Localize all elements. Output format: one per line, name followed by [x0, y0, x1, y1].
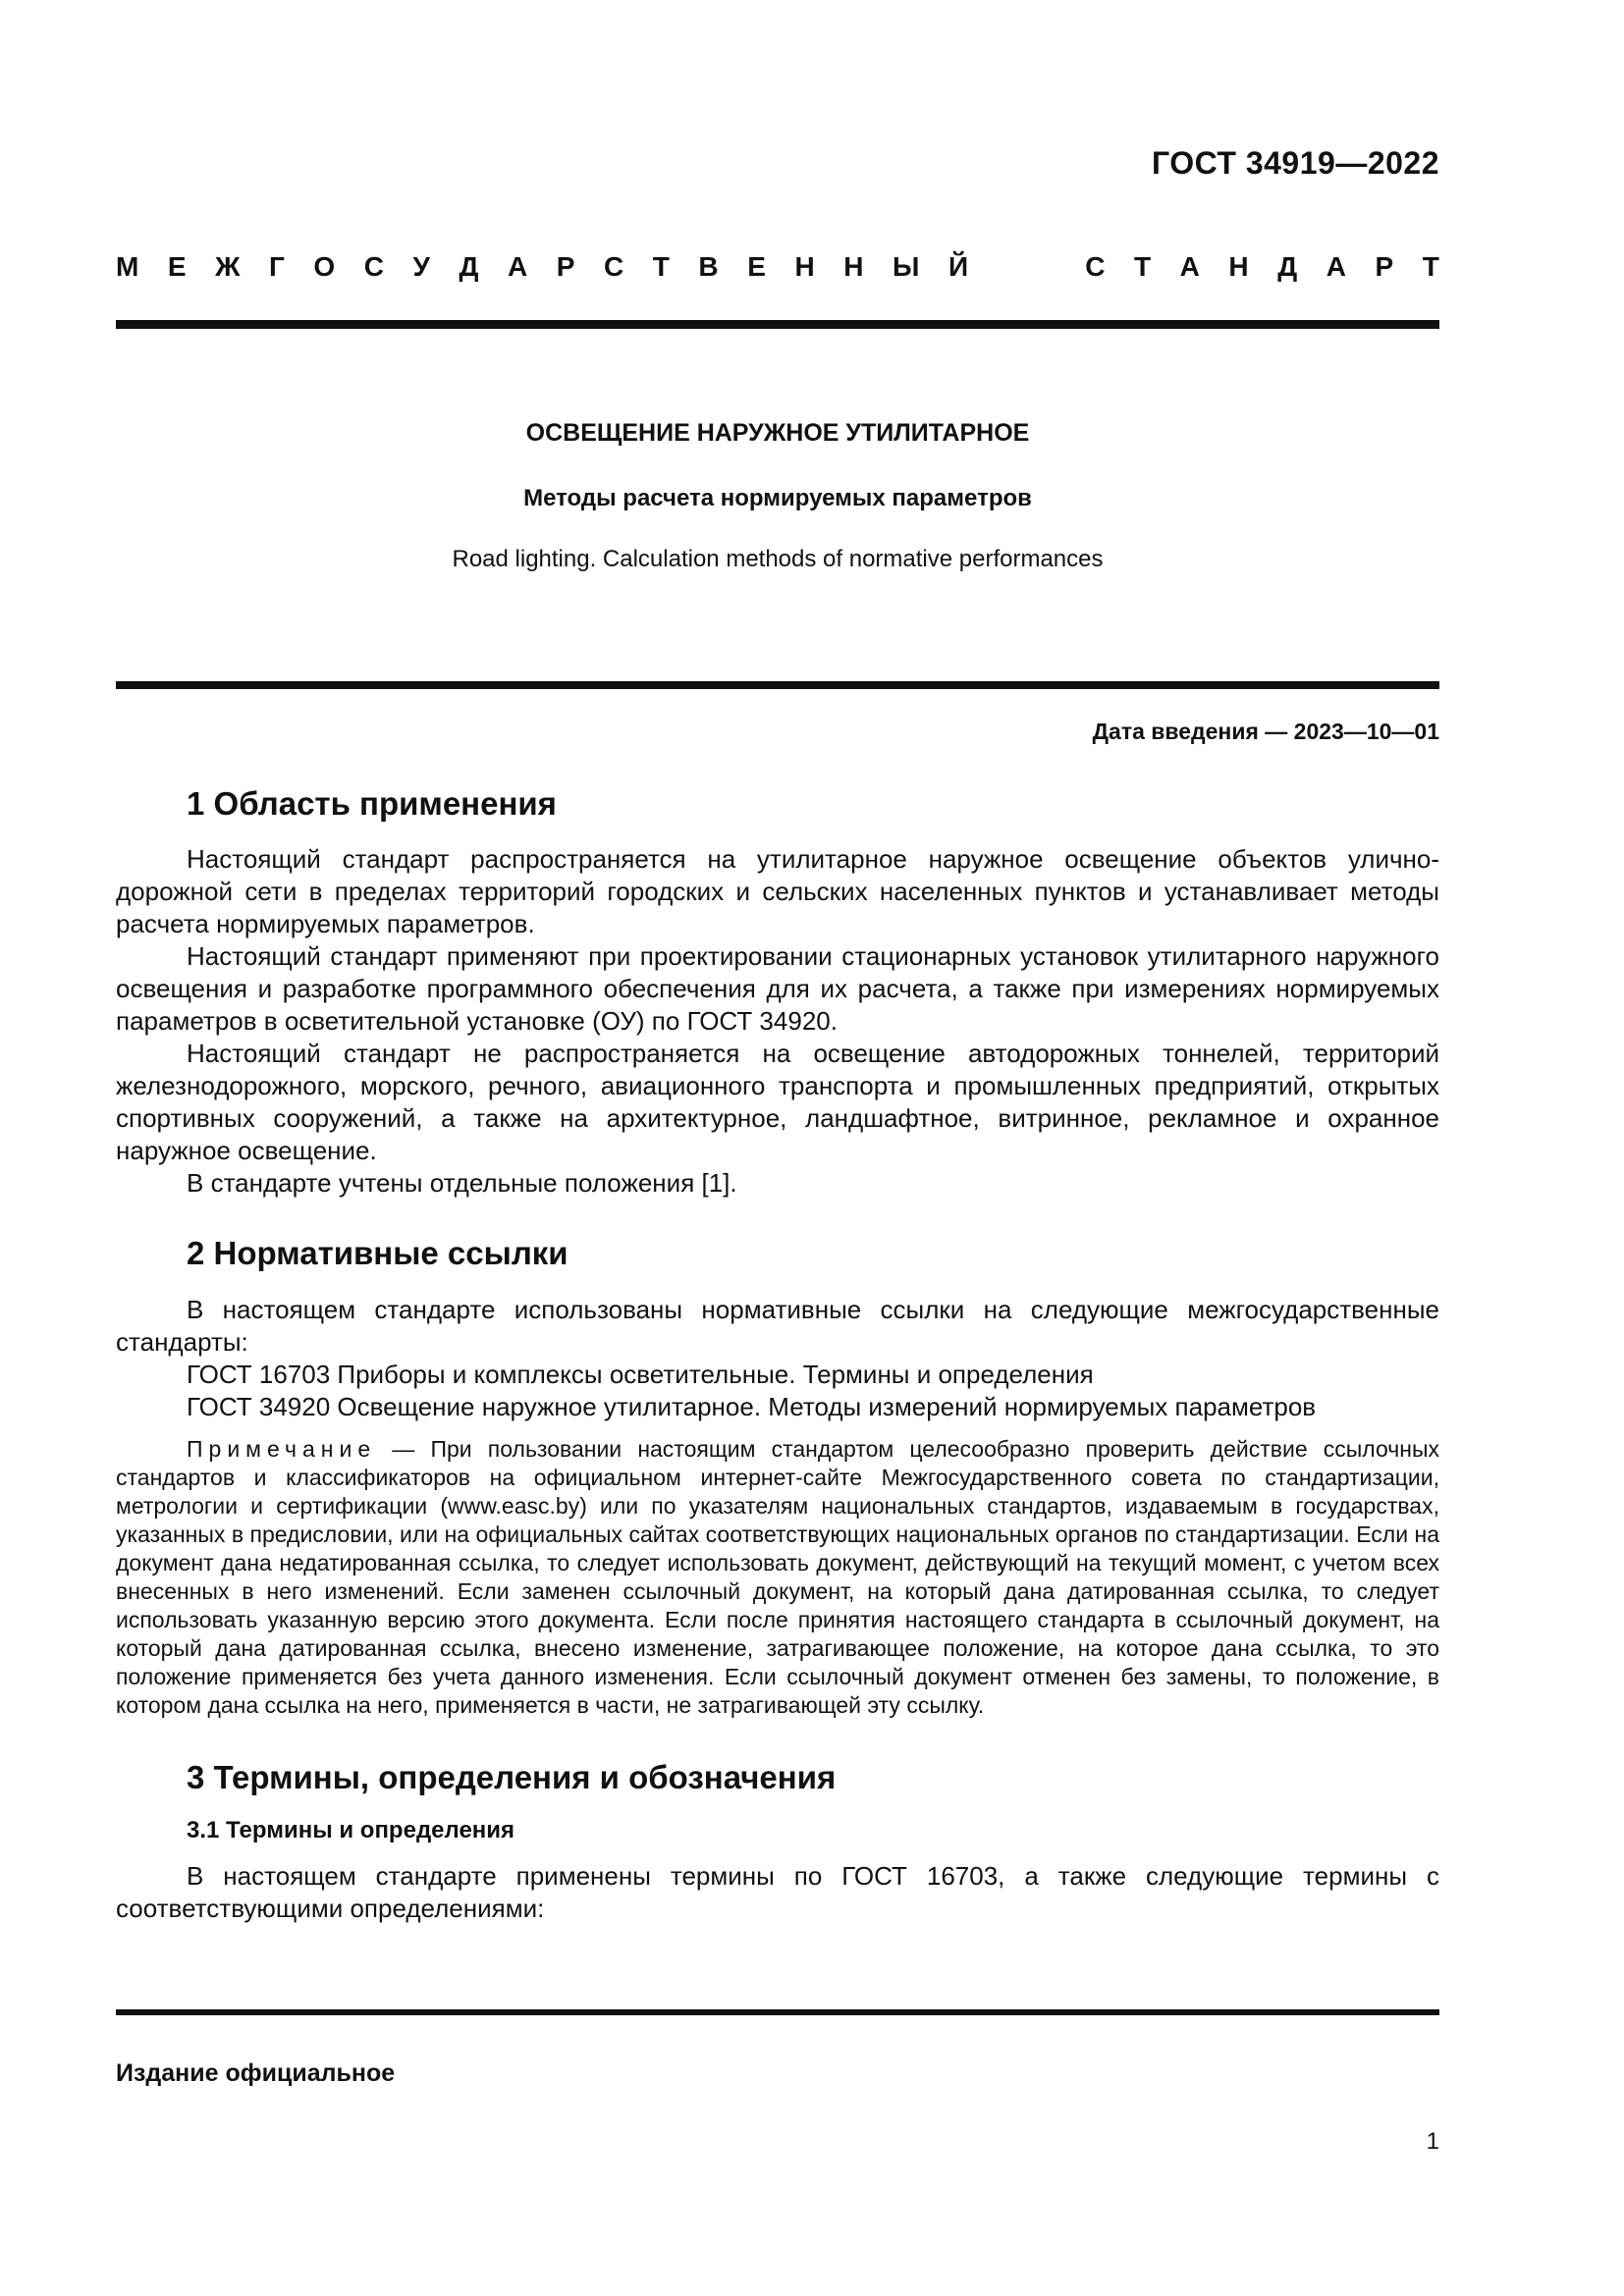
subsection-heading: 3.1 Термины и определения	[187, 1816, 515, 1843]
official-edition-label: Издание официальное	[116, 2059, 396, 2087]
section-heading: 2 Нормативные ссылки	[187, 1235, 568, 1272]
introduction-date: Дата введения — 2023—10—01	[1092, 719, 1439, 744]
note-label: Примечание	[187, 1435, 377, 1462]
banner-letter: Г	[268, 251, 285, 282]
banner-letter: Ы	[893, 251, 920, 282]
banner-letter: Д	[459, 251, 479, 282]
section-normative-references	[116, 1233, 1439, 1719]
banner-letter: С	[363, 251, 384, 282]
banner-letter: А	[507, 251, 528, 282]
banner-letter: О	[313, 251, 336, 282]
footer-divider	[116, 2009, 1439, 2015]
paragraph: В стандарте учтены отдельные положения [1].	[187, 1168, 737, 1199]
banner-word-gap	[998, 251, 1056, 283]
banner-letter: Н	[843, 251, 864, 282]
paragraph: Настоящий стандарт не распространяется на освещение автодорожных тоннелей, территорий железнодорожного, морского, речного, авиационного транспорта и промышленных предприятий, открытых спортивных сооружений, а также на архитектурное, ландшафтное, витринное, рекламное и охранное наружное освещение.	[116, 1039, 1439, 1166]
banner-letter: С	[603, 251, 624, 282]
banner-letter: Н	[794, 251, 815, 282]
banner-letter: Р	[1375, 251, 1394, 282]
banner-letter: А	[1179, 251, 1200, 282]
banner-letter: В	[698, 251, 719, 282]
document-title: ОСВЕЩЕНИЕ НАРУЖНОЕ УТИЛИТАРНОЕ	[525, 419, 1030, 447]
paragraph: Настоящий стандарт распространяется на утилитарное наружное освещение объектов улично-дорожной сети в пределах территорий городских и сельских населенных пунктов и устанавливает методы расчета нормируемых параметров.	[116, 844, 1439, 939]
document-subtitle: Методы расчета нормируемых параметров	[523, 485, 1032, 511]
banner-letter: У	[412, 251, 430, 282]
banner-letter: М	[116, 251, 139, 282]
note	[116, 1435, 1439, 1720]
banner-letter: Т	[1133, 251, 1152, 282]
document-body	[116, 783, 1439, 1925]
reference-item: ГОСТ 34920 Освещение наружное утилитарное. Методы измерений нормируемых параметров	[187, 1391, 1317, 1421]
banner-letter: С	[1085, 251, 1106, 282]
reference-item: ГОСТ 16703 Приборы и комплексы осветительные. Термины и определения	[187, 1359, 1094, 1389]
banner-letter: Е	[747, 251, 766, 282]
banner-letter: Н	[1228, 251, 1249, 282]
english-title: Road lighting. Calculation methods of normative performances	[452, 546, 1104, 572]
banner-letter: Д	[1277, 251, 1298, 282]
section-heading: 1 Область применения	[187, 785, 557, 822]
banner-letter: Р	[556, 251, 575, 282]
banner-letter: Й	[947, 251, 969, 282]
paragraph: В настоящем стандарте применены термины по ГОСТ 16703, а также следующие термины с соответствующими определениями:	[116, 1860, 1439, 1923]
section-scope	[116, 783, 1439, 1200]
banner-letter: Т	[652, 251, 670, 282]
section-terms	[116, 1757, 1439, 1925]
page-number: 1	[1426, 2128, 1439, 2155]
banner-letter: Е	[167, 251, 187, 282]
section-heading: 3 Термины, определения и обозначения	[187, 1758, 837, 1795]
interstate-standard-banner	[116, 251, 1439, 283]
header-divider	[116, 320, 1439, 329]
paragraph: В настоящем стандарте использованы нормативные ссылки на следующие межгосударственные стандарты:	[116, 1294, 1439, 1357]
banner-letter: Ж	[215, 251, 241, 282]
title-divider	[116, 681, 1439, 689]
banner-letter: А	[1326, 251, 1346, 282]
banner-letter: Т	[1422, 251, 1439, 282]
document-code: ГОСТ 34919—2022	[1151, 145, 1439, 181]
note-text: — При пользовании настоящим стандартом целесообразно проверить действие ссылочных стандартов и классификаторов на официальном интернет-сайте Межгосударственного совета по стандартизации, метрологии и сертификации (www.easc.by) или по указателям национальных стандартов, издаваемым в государствах, указанных в предисловии, или на официальных сайтах соответствующих национальных органов по стандартизации. Если на документ дана недатированная ссылка, то следует использовать документ, действующий на текущий момент, с учетом всех внесенных в него изменений. Если заменен ссылочный документ, на который дана датированная ссылка, то следует использовать указанную версию этого документа. Если после принятия настоящего стандарта в ссылочный документ, на который дана датированная ссылка, внесено изменение, затрагивающее положение, на которое дана ссылка, то это положение применяется без учета данного изменения. Если ссылочный документ отменен без замены, то положение, в котором дана ссылка на него, применяется в части, не затрагивающей эту ссылку.	[116, 1435, 1439, 1718]
paragraph: Настоящий стандарт применяют при проектировании стационарных установок утилитарного наружного освещения и разработке программного обеспечения для их расчета, а также при измерениях нормируемых параметров в осветительной установке (ОУ) по ГОСТ 34920.	[116, 941, 1439, 1037]
